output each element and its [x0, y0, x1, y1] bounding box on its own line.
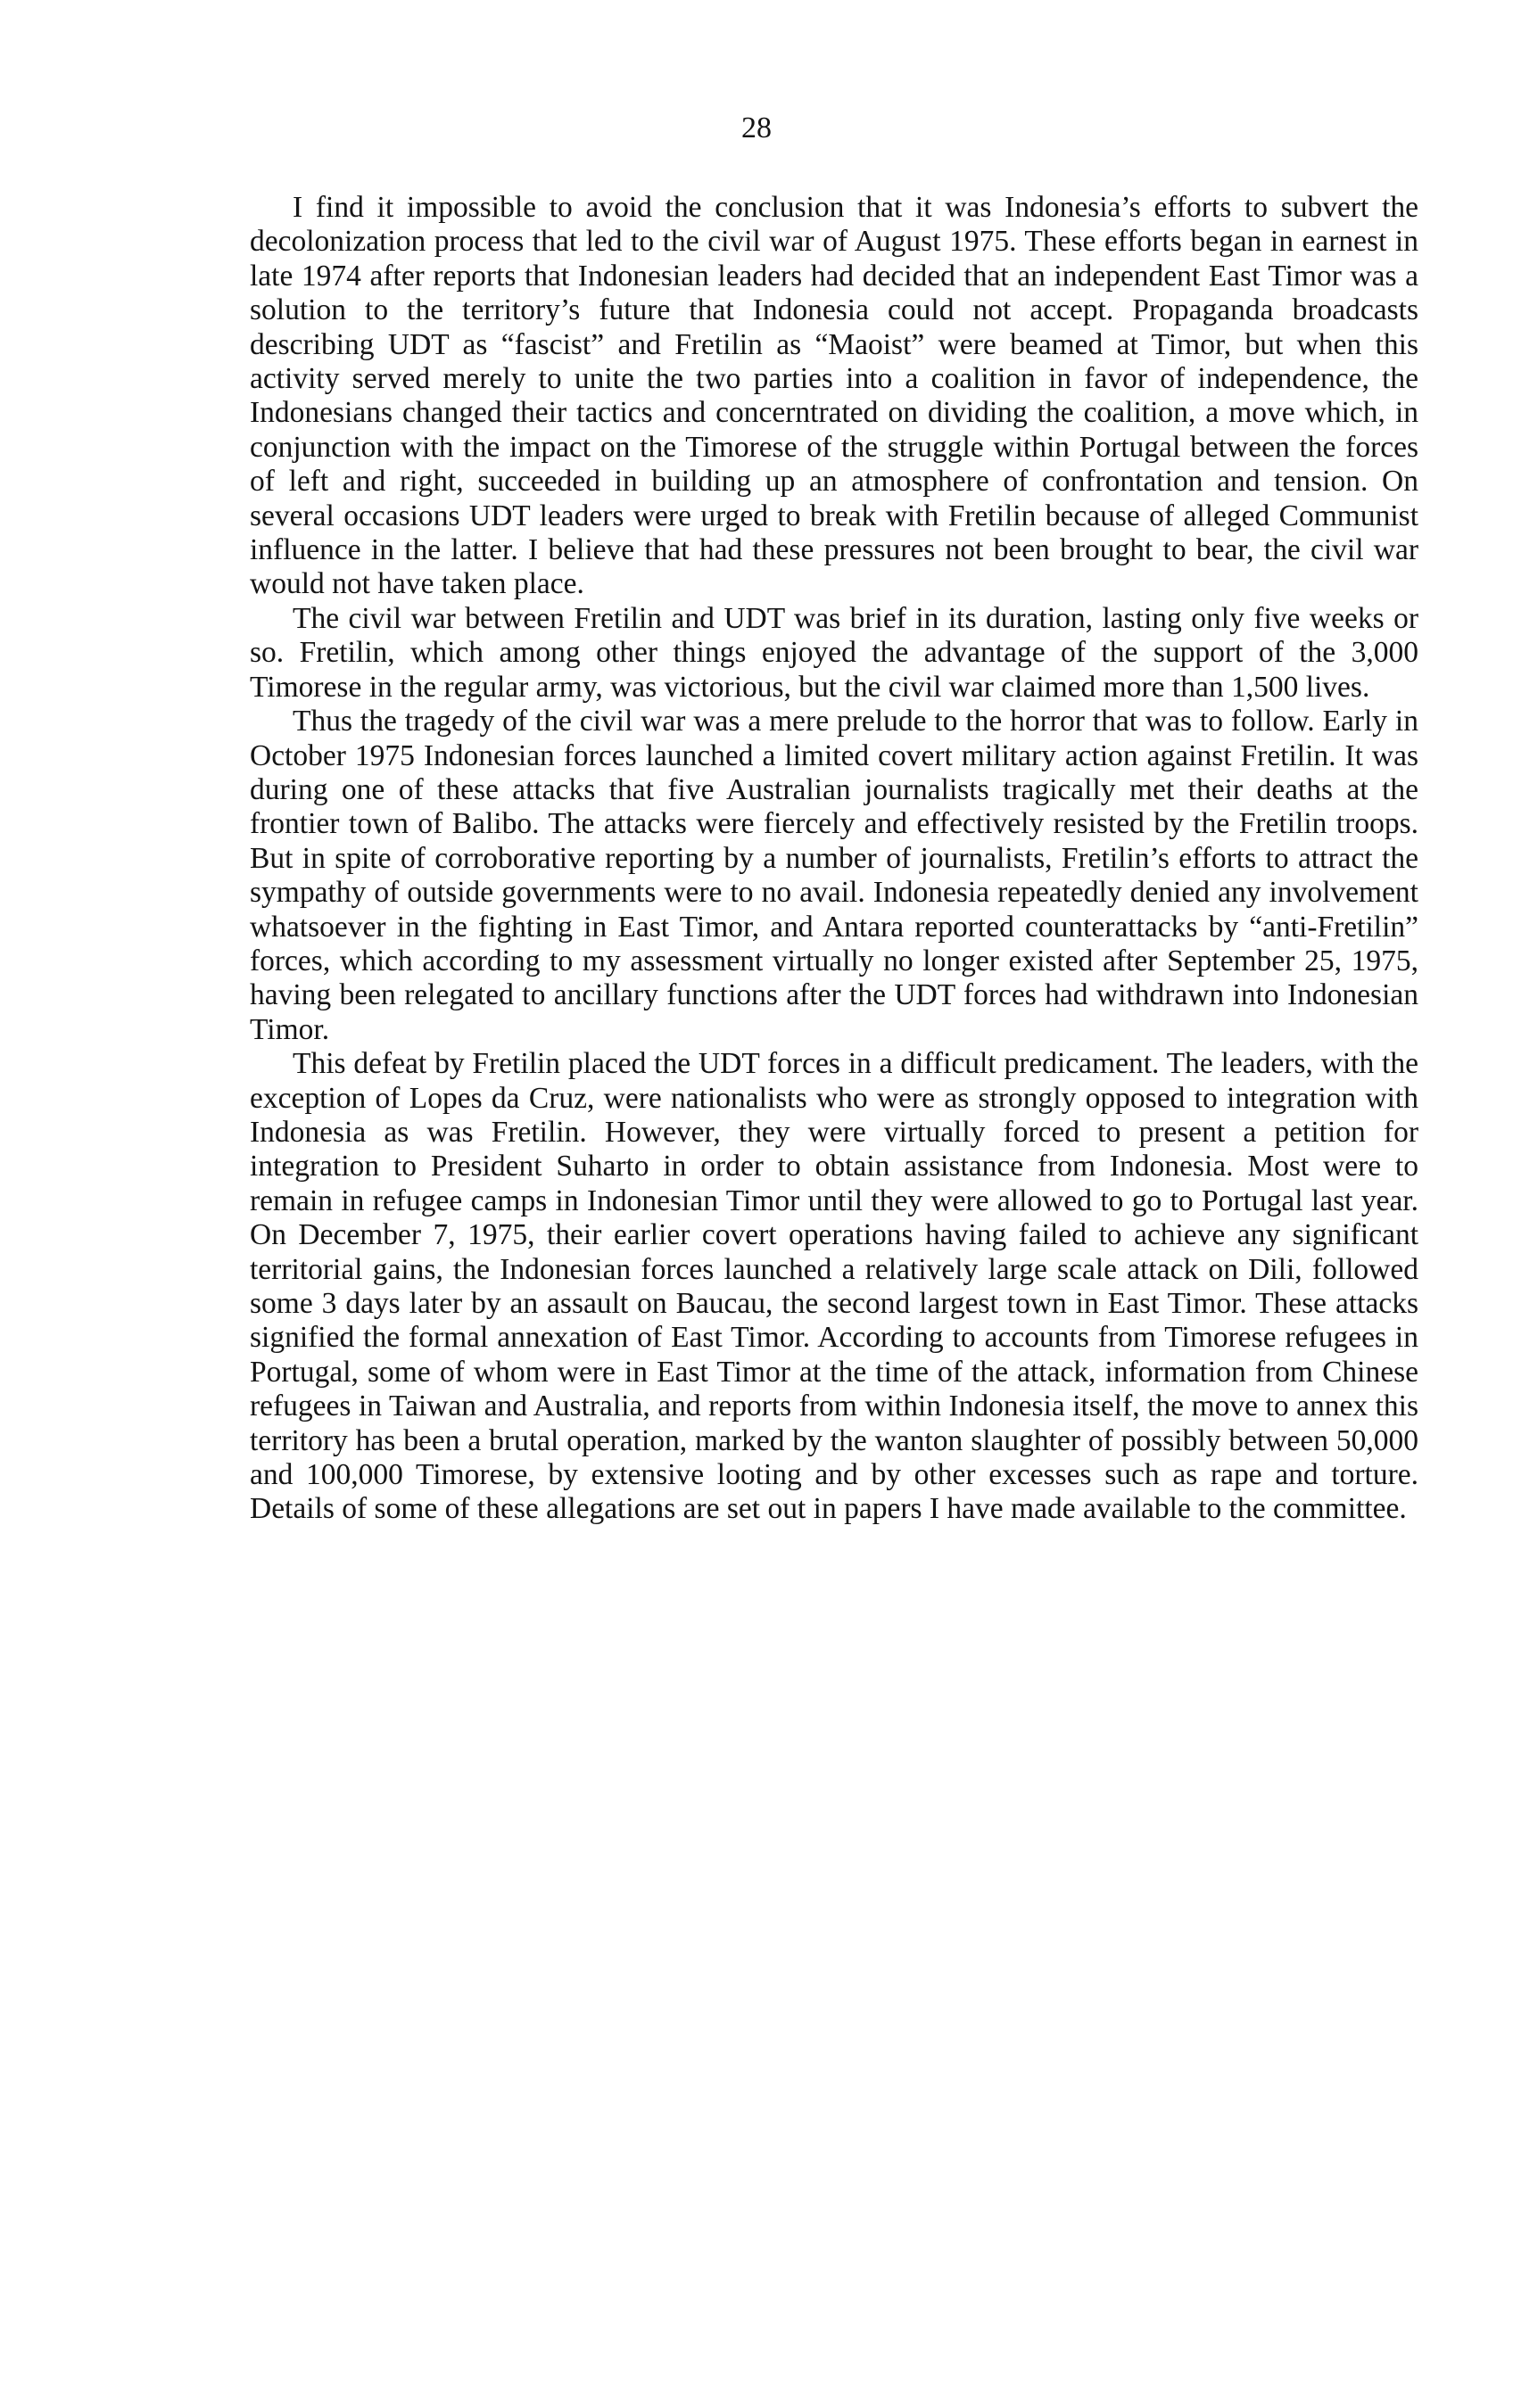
body-text — [250, 191, 1418, 1527]
paragraph-civil-war: The civil war between Fretilin and UDT was brief in its duration, lasting only five weeks or so. Fretilin, which among other things enjoyed the advantage of the support of the 3,000 Timorese in the regular army, was victorious, but the civil war claimed more than 1,500 lives. — [250, 601, 1418, 704]
page-number: 28 — [741, 111, 772, 144]
paragraph-covert-action: Thus the tragedy of the civil war was a mere prelude to the horror that was to follow. Early in October 1975 Indonesian forces launched a limited covert military action against Fretilin. It was during one of these attacks that five Australian journalists tragically met their deaths at the frontier town of Balibo. The attacks were fiercely and effectively resisted by the Fretilin troops. But in spite of corroborative reporting by a number of journalists, Fretilin’s efforts to attract the sympathy of outside governments were to no avail. Indonesia repeatedly denied any involvement whatsoever in the fighting in East Timor, and Antara reported counterattacks by “anti-Fretilin” forces, which according to my assessment virtually no longer existed after September 25, 1975, having been relegated to ancillary functions after the UDT forces had withdrawn into Indonesian Timor. — [250, 705, 1418, 1046]
paragraph-annexation: This defeat by Fretilin placed the UDT forces in a difficult predicament. The leaders, with the exception of Lopes da Cruz, were nationalists who were as strongly opposed to integration with Indonesia as was Fretilin. However, they were virtually forced to present a petition for integration to President Suharto in order to obtain assistance from Indonesia. Most were to remain in refugee camps in Indonesian Timor until they were allowed to go to Portugal last year. On December 7, 1975, their earlier covert operations having failed to achieve any significant territorial gains, the Indonesian forces launched a relatively large scale attack on Dili, followed some 3 days later by an assault on Baucau, the second largest town in East Timor. These attacks signified the formal annexation of East Timor. According to accounts from Timorese refugees in Portugal, some of whom were in East Timor at the time of the attack, information from Chinese refugees in Taiwan and Australia, and reports from within Indonesia itself, the move to annex this territory has been a brutal operation, marked by the wanton slaughter of possibly between 50,000 and 100,000 Timorese, by extensive looting and by other excesses such as rape and torture. Details of some of these allegations are set out in papers I have made available to the committee. — [250, 1047, 1418, 1526]
paragraph-decolonization: I find it impossible to avoid the conclusion that it was Indonesia’s efforts to subvert the decolonization process that led to the civil war of August 1975. These efforts began in earnest in late 1974 after reports that Indonesian leaders had decided that an independent East Timor was a solution to the territory’s future that Indonesia could not accept. Propaganda broadcasts describing UDT as “fascist” and Fretilin as “Maoist” were beamed at Timor, but when this activity served merely to unite the two parties into a coalition in favor of independence, the Indonesians changed their tactics and concerntrated on dividing the coalition, a move which, in conjunction with the impact on the Timorese of the struggle within Portugal between the forces of left and right, succeeded in building up an atmosphere of confrontation and tension. On several occasions UDT leaders were urged to break with Fretilin because of alleged Communist influence in the latter. I believe that had these pressures not been brought to bear, the civil war would not have taken place. — [250, 191, 1418, 601]
